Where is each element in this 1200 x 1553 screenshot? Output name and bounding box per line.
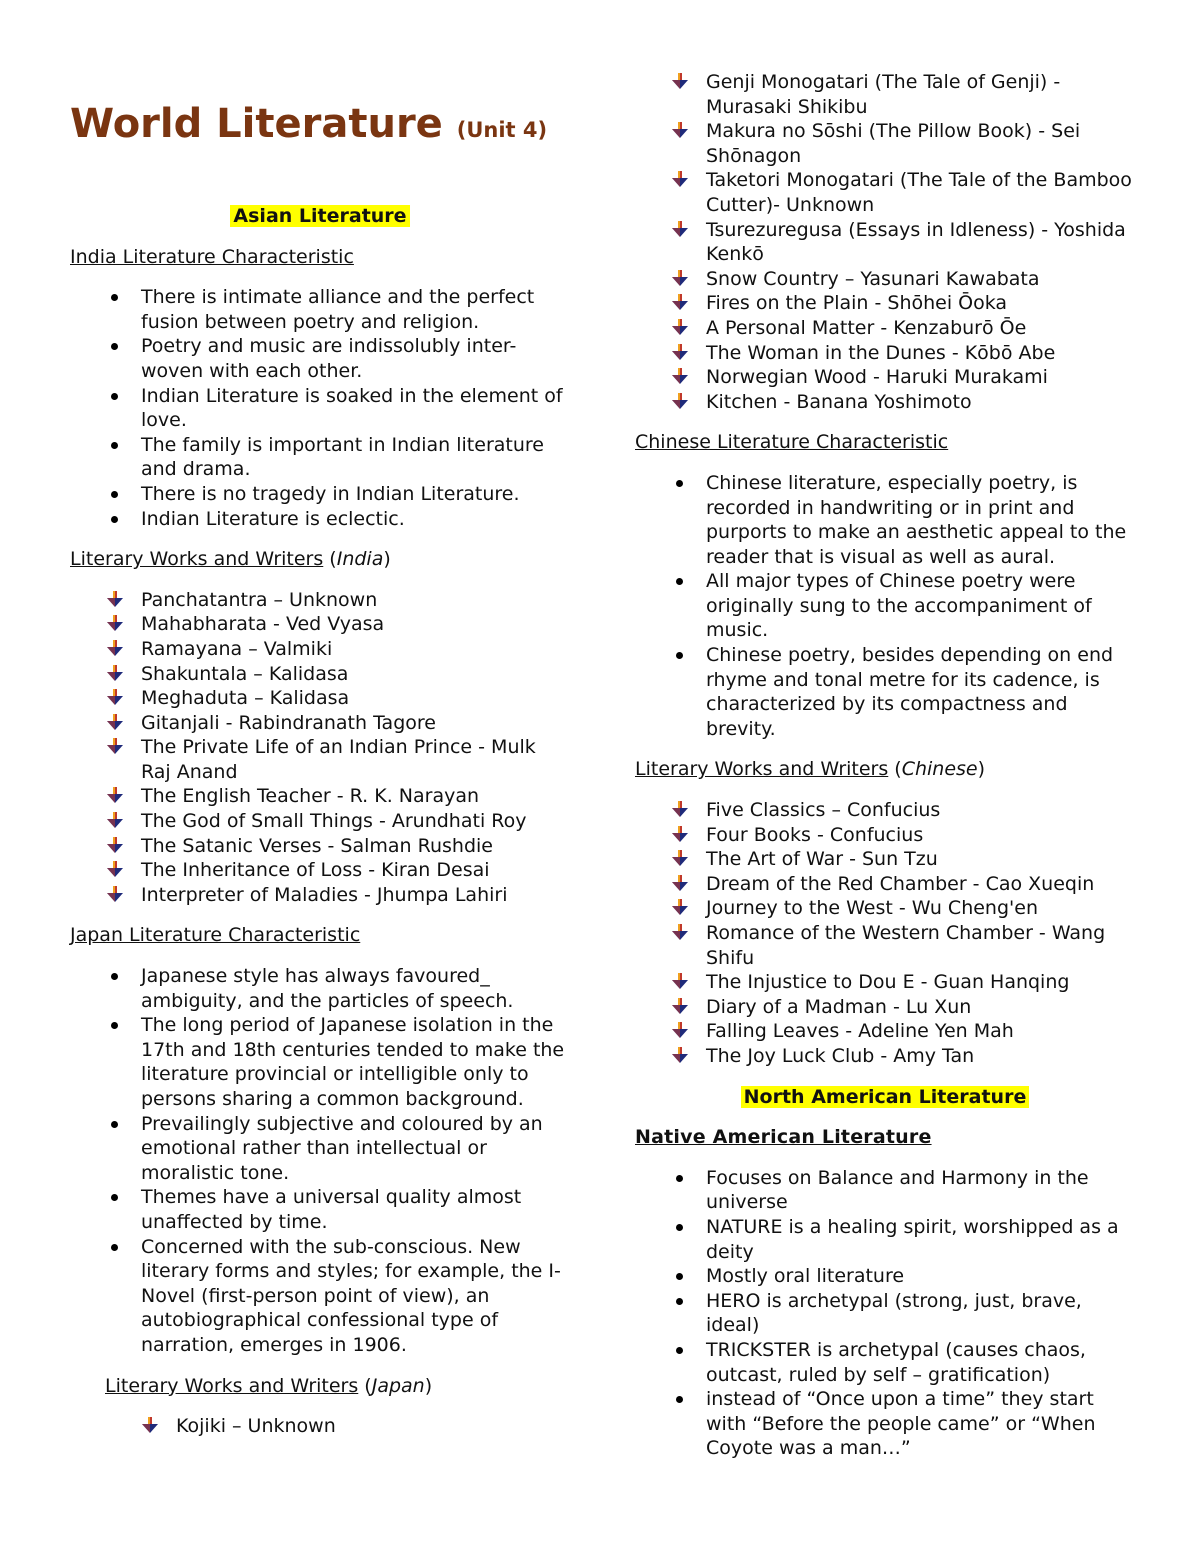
down-arrow-icon xyxy=(671,319,689,337)
work-item-text: Mahabharata - Ved Vyasa xyxy=(141,613,385,636)
work-item-text: Romance of the Western Chamber - Wang Shifu xyxy=(706,922,1106,969)
characteristic-item xyxy=(70,285,570,334)
japan-characteristics-list xyxy=(70,964,570,1358)
down-arrow-icon xyxy=(671,344,689,362)
down-arrow-icon xyxy=(106,812,124,830)
work-item-text: The Joy Luck Club - Amy Tan xyxy=(706,1044,975,1067)
characteristic-item-text: Prevailingly subjective and coloured by an emotional rather than intellectual or moralistic tone. xyxy=(141,1112,543,1184)
characteristic-item xyxy=(635,1338,1135,1387)
work-item-text: The English Teacher - R. K. Narayan xyxy=(141,785,480,808)
down-arrow-icon xyxy=(671,924,689,942)
down-arrow-icon xyxy=(671,826,689,844)
down-arrow-icon xyxy=(106,665,124,683)
work-item-text: The Inheritance of Loss - Kiran Desai xyxy=(141,859,490,882)
work-item-text: Ramayana – Valmiki xyxy=(141,637,333,660)
characteristic-item xyxy=(70,1013,570,1111)
work-item xyxy=(635,390,1135,415)
characteristic-item-text: Chinese literature, especially poetry, is recorded in handwriting or in print and purports to make an aesthetic appeal to the reader that is visual as well as aural. xyxy=(706,471,1127,568)
work-item-text: Kitchen - Banana Yoshimoto xyxy=(706,390,972,413)
characteristic-item xyxy=(635,1264,1135,1289)
characteristic-item xyxy=(635,569,1135,643)
characteristic-item-text: The long period of Japanese isolation in the 17th and 18th centuries tended to make the literature provincial or intelligible only to persons sharing a common background. xyxy=(141,1014,565,1110)
chinese-characteristic-heading: Chinese Literature Characteristic xyxy=(635,431,949,454)
characteristic-item-text: All major types of Chinese poetry were originally sung to the accompaniment of music. xyxy=(706,570,1092,642)
work-item-text: Interpreter of Maladies - Jhumpa Lahiri xyxy=(141,883,508,906)
characteristic-item-text: Themes have a universal quality almost unaffected by time. xyxy=(141,1186,522,1233)
japan-characteristic-heading: Japan Literature Characteristic xyxy=(70,924,361,947)
characteristic-item xyxy=(635,1166,1135,1215)
down-arrow-icon xyxy=(106,640,124,658)
work-item xyxy=(635,365,1135,390)
title-unit: (Unit 4) xyxy=(456,118,548,142)
characteristic-item xyxy=(635,1215,1135,1264)
characteristic-item xyxy=(70,507,570,532)
work-item-text: The God of Small Things - Arundhati Roy xyxy=(141,810,527,833)
work-item xyxy=(635,267,1135,292)
characteristic-item-text: The family is important in Indian literature and drama. xyxy=(141,433,544,481)
down-arrow-icon xyxy=(106,689,124,707)
down-arrow-icon xyxy=(671,270,689,288)
work-item-text: Kojiki – Unknown xyxy=(176,1415,336,1438)
india-characteristics-list xyxy=(70,285,570,531)
chinese-works-list xyxy=(635,798,1135,1069)
work-item xyxy=(635,291,1135,316)
characteristic-item xyxy=(70,1185,570,1234)
chinese-works-heading: Literary Works and Writers (Chinese) xyxy=(635,758,986,781)
page-title xyxy=(70,101,547,153)
characteristic-item-text: Indian Literature is soaked in the element of love. xyxy=(141,384,563,432)
work-item xyxy=(70,883,570,908)
characteristic-item xyxy=(70,384,570,433)
work-item-text: The Private Life of an Indian Prince - Mulk Raj Anand xyxy=(141,736,536,783)
down-arrow-icon xyxy=(671,875,689,893)
work-item-text: Fires on the Plain - Shōhei Ōoka xyxy=(706,292,1008,315)
work-item xyxy=(635,970,1135,995)
work-item xyxy=(635,896,1135,921)
work-item xyxy=(635,921,1135,970)
characteristic-item-text: Focuses on Balance and Harmony in the universe xyxy=(706,1166,1089,1214)
work-item-text: Snow Country – Yasunari Kawabata xyxy=(706,267,1040,290)
chinese-characteristics-list xyxy=(635,471,1135,742)
work-item-text: Makura no Sōshi (The Pillow Book) - Sei Shōnagon xyxy=(706,120,1081,167)
work-item-text: Meghaduta – Kalidasa xyxy=(141,687,350,710)
work-item xyxy=(635,218,1135,267)
japan-works-list xyxy=(635,70,1135,414)
characteristic-item xyxy=(635,1289,1135,1338)
india-characteristic-heading: India Literature Characteristic xyxy=(70,245,354,268)
down-arrow-icon xyxy=(106,738,124,756)
characteristic-item-text: HERO is archetypal (strong, just, brave, ideal) xyxy=(706,1289,1082,1337)
work-item-text: Five Classics – Confucius xyxy=(706,799,941,822)
work-item-text: Tsurezuregusa (Essays in Idleness) - Yoshida Kenkō xyxy=(706,218,1126,266)
down-arrow-icon xyxy=(671,122,689,140)
work-item-text: Panchatantra – Unknown xyxy=(141,588,378,611)
native-american-heading: Native American Literature xyxy=(635,1126,932,1149)
characteristic-item-text: NATURE is a healing spirit, worshipped as a deity xyxy=(706,1215,1119,1263)
work-item xyxy=(635,847,1135,872)
work-item-text: Genji Monogatari (The Tale of Genji) - Murasaki Shikibu xyxy=(706,71,1061,118)
down-arrow-icon xyxy=(106,591,124,609)
down-arrow-icon xyxy=(671,998,689,1016)
work-item xyxy=(70,711,570,736)
down-arrow-icon xyxy=(106,861,124,879)
work-item xyxy=(70,686,570,711)
work-item xyxy=(635,341,1135,366)
work-item xyxy=(70,662,570,687)
characteristic-item xyxy=(635,471,1135,569)
down-arrow-icon xyxy=(671,294,689,312)
work-item xyxy=(70,735,570,784)
work-item xyxy=(70,858,570,883)
india-works-list xyxy=(70,588,570,908)
characteristic-item-text: Poetry and music are indissolubly inter-woven with each other. xyxy=(141,335,517,382)
work-item-text: Dream of the Red Chamber - Cao Xueqin xyxy=(706,872,1095,895)
characteristic-item xyxy=(70,1235,570,1358)
down-arrow-icon xyxy=(671,850,689,868)
down-arrow-icon xyxy=(141,1417,159,1435)
work-item xyxy=(70,588,570,613)
work-item xyxy=(635,168,1135,217)
work-item-text: Norwegian Wood - Haruki Murakami xyxy=(706,366,1048,389)
down-arrow-icon xyxy=(106,787,124,805)
work-item xyxy=(70,637,570,662)
work-item xyxy=(70,1414,570,1439)
work-item xyxy=(70,784,570,809)
work-item-text: The Injustice to Dou E - Guan Hanqing xyxy=(706,971,1070,994)
work-item-text: Taketori Monogatari (The Tale of the Bamboo Cutter)- Unknown xyxy=(706,169,1132,216)
work-item xyxy=(635,1019,1135,1044)
india-works-heading: Literary Works and Writers (India) xyxy=(70,548,391,571)
characteristic-item-text: Concerned with the sub-conscious. New literary forms and styles; for example, the I-Novel (first-person point of view), an autobiographical confessional type of narration, emerges in 1906. xyxy=(141,1235,561,1356)
work-item xyxy=(635,1044,1135,1069)
work-item xyxy=(70,809,570,834)
work-item xyxy=(635,823,1135,848)
characteristic-item-text: instead of “Once upon a time” they start with “Before the people came” or “When Coyote was a man…” xyxy=(706,1388,1096,1460)
down-arrow-icon xyxy=(106,886,124,904)
characteristic-item xyxy=(635,643,1135,741)
work-item-text: Shakuntala – Kalidasa xyxy=(141,662,349,685)
characteristic-item-text: Mostly oral literature xyxy=(706,1265,905,1288)
work-item xyxy=(635,316,1135,341)
characteristic-item-text: Indian Literature is eclectic. xyxy=(141,507,405,530)
down-arrow-icon xyxy=(671,171,689,189)
native-american-characteristics-list xyxy=(635,1166,1135,1461)
work-item-text: The Art of War - Sun Tzu xyxy=(706,848,938,871)
down-arrow-icon xyxy=(106,615,124,633)
work-item xyxy=(70,612,570,637)
down-arrow-icon xyxy=(671,393,689,411)
work-item xyxy=(70,834,570,859)
work-item xyxy=(635,995,1135,1020)
title-text: World Literature xyxy=(70,101,443,147)
work-item xyxy=(635,872,1135,897)
down-arrow-icon xyxy=(671,1022,689,1040)
work-item-text: A Personal Matter - Kenzaburō Ōe xyxy=(706,316,1027,339)
work-item xyxy=(635,70,1135,119)
down-arrow-icon xyxy=(671,221,689,239)
japan-works-list-start xyxy=(70,1414,570,1439)
characteristic-item-text: There is no tragedy in Indian Literature. xyxy=(141,482,520,505)
work-item-text: Diary of a Madman - Lu Xun xyxy=(706,995,972,1018)
work-item-text: The Woman in the Dunes - Kōbō Abe xyxy=(706,341,1056,364)
characteristic-item xyxy=(70,433,570,482)
characteristic-item xyxy=(635,1387,1135,1461)
work-item-text: Falling Leaves - Adeline Yen Mah xyxy=(706,1020,1014,1043)
down-arrow-icon xyxy=(106,714,124,732)
asian-literature-heading: Asian Literature xyxy=(70,204,570,229)
characteristic-item xyxy=(70,482,570,507)
work-item-text: Journey to the West - Wu Cheng'en xyxy=(706,897,1038,920)
down-arrow-icon xyxy=(671,1047,689,1065)
down-arrow-icon xyxy=(671,368,689,386)
japan-works-heading: Literary Works and Writers (Japan) xyxy=(105,1374,433,1397)
characteristic-item xyxy=(70,1112,570,1186)
down-arrow-icon xyxy=(671,801,689,819)
down-arrow-icon xyxy=(671,899,689,917)
down-arrow-icon xyxy=(671,73,689,91)
down-arrow-icon xyxy=(671,973,689,991)
characteristic-item-text: Chinese poetry, besides depending on end rhyme and tonal metre for its cadence, is characterized by its compactness and brevity. xyxy=(706,644,1114,740)
work-item-text: The Satanic Verses - Salman Rushdie xyxy=(141,834,494,857)
characteristic-item-text: There is intimate alliance and the perfect fusion between poetry and religion. xyxy=(141,286,535,333)
work-item xyxy=(635,798,1135,823)
characteristic-item-text: Japanese style has always favoured_ ambiguity, and the particles of speech. xyxy=(141,965,514,1012)
work-item-text: Four Books - Confucius xyxy=(706,823,924,846)
work-item-text: Gitanjali - Rabindranath Tagore xyxy=(141,711,436,734)
characteristic-item xyxy=(70,964,570,1013)
characteristic-item xyxy=(70,334,570,383)
north-american-literature-heading: North American Literature xyxy=(635,1085,1135,1110)
characteristic-item-text: TRICKSTER is archetypal (causes chaos, outcast, ruled by self – gratification) xyxy=(706,1338,1086,1386)
down-arrow-icon xyxy=(106,837,124,855)
work-item xyxy=(635,119,1135,168)
